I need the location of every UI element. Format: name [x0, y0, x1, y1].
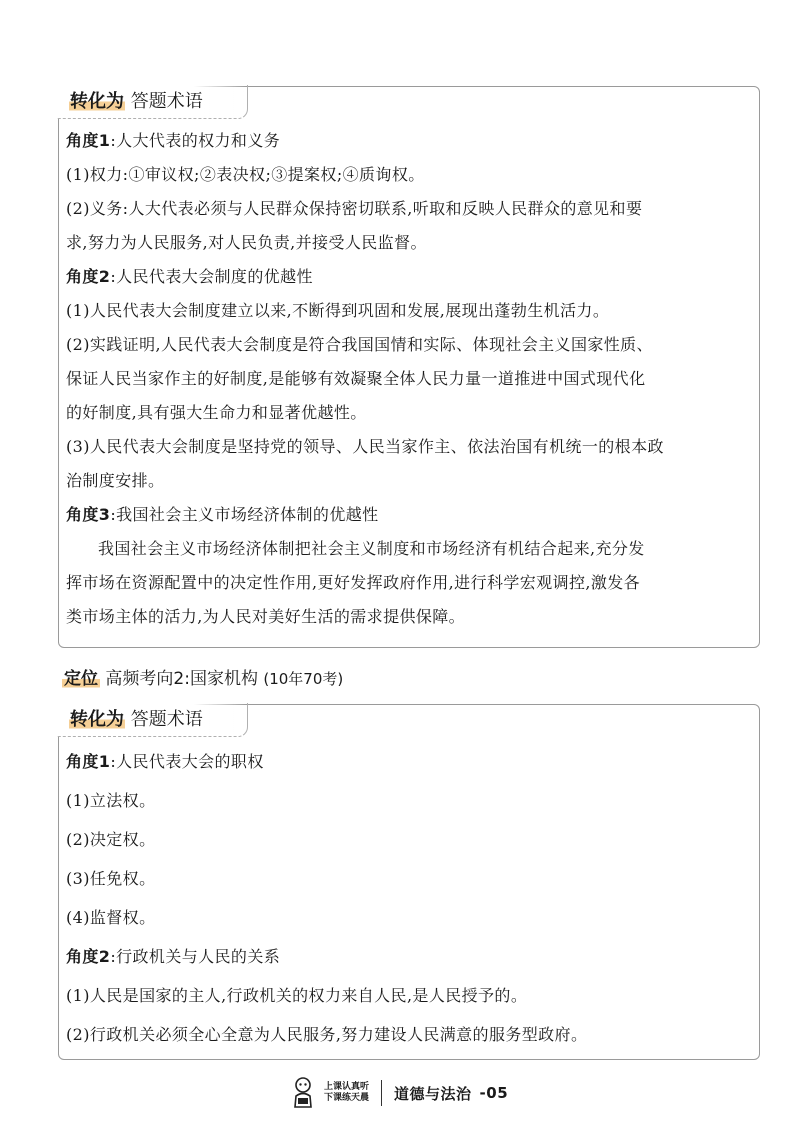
text-line: [66, 742, 749, 781]
line-text: (1)人民是国家的主人,行政机关的权力来自人民,是人民授予的。: [66, 986, 528, 1005]
angle-label: 角度1: [66, 131, 111, 150]
footer-divider: [381, 1080, 382, 1106]
text-line: [66, 328, 749, 362]
line-text: :人大代表的权力和义务: [110, 131, 281, 150]
text-line: [66, 566, 749, 600]
text-line: [66, 976, 749, 1015]
line-text: (4)监督权。: [66, 908, 156, 927]
box-content: [66, 124, 749, 634]
text-line: [66, 820, 749, 859]
header-text: 答题术语: [130, 709, 203, 730]
text-line: [66, 898, 749, 937]
text-line: [66, 937, 749, 976]
line-text: 治制度安排。: [66, 471, 165, 490]
text-line: [66, 498, 749, 532]
text-line: [66, 430, 749, 464]
section-locator: [62, 664, 343, 689]
text-line: [66, 124, 749, 158]
text-line: [66, 600, 749, 634]
slogan-line-2: 下课练天晨: [324, 1093, 370, 1103]
line-text: 我国社会主义市场经济体制把社会主义制度和市场经济有机结合起来,充分发: [98, 539, 645, 558]
line-text: 求,努力为人民服务,对人民负责,并接受人民监督。: [66, 233, 427, 252]
line-text: (1)权力:①审议权;②表决权;③提案权;④质询权。: [66, 165, 425, 184]
line-text: :行政机关与人民的关系: [110, 947, 281, 966]
locator-title: 高频考向2:国家机构: [105, 669, 258, 689]
text-line: [66, 1015, 749, 1054]
header-text: 答题术语: [130, 91, 203, 112]
line-text: (1)人民代表大会制度建立以来,不断得到巩固和发展,展现出蓬勃生机活力。: [66, 301, 610, 320]
line-text: (3)人民代表大会制度是坚持党的领导、人民当家作主、依法治国有机统一的根本政: [66, 437, 664, 456]
line-text: :人民代表大会的职权: [110, 752, 264, 771]
box-header: [57, 703, 248, 737]
line-text: 挥市场在资源配置中的决定性作用,更好发挥政府作用,进行科学宏观调控,激发各: [66, 573, 641, 592]
locator-tag: 定位: [64, 669, 98, 689]
line-text: :我国社会主义市场经济体制的优越性: [110, 505, 379, 524]
text-line: [66, 226, 749, 260]
line-text: (2)义务:人大代表必须与人民群众保持密切联系,听取和反映人民群众的意见和要: [66, 199, 643, 218]
page-footer: [290, 1075, 508, 1111]
box-header: [57, 85, 248, 119]
text-line: [66, 294, 749, 328]
line-text: 类市场主体的活力,为人民对美好生活的需求提供保障。: [66, 607, 466, 626]
answer-terms-box-2: [58, 704, 760, 1060]
line-text: (1)立法权。: [66, 791, 156, 810]
text-line: [66, 158, 749, 192]
text-line: [66, 362, 749, 396]
locator-stat: (10年70考): [263, 670, 344, 688]
text-line: [66, 781, 749, 820]
text-line: [66, 192, 749, 226]
line-text: 的好制度,具有强大生命力和显著优越性。: [66, 403, 367, 422]
line-text: (2)实践证明,人民代表大会制度是符合我国国情和实际、体现社会主义国家性质、: [66, 335, 653, 354]
mascot-icon: [290, 1076, 316, 1110]
angle-label: 角度2: [66, 267, 111, 286]
answer-terms-box-1: [58, 86, 760, 648]
header-highlight: 转化为: [70, 91, 124, 112]
line-text: (2)决定权。: [66, 830, 156, 849]
line-text: :人民代表大会制度的优越性: [110, 267, 313, 286]
box-content: [66, 742, 749, 1054]
page-number: -05: [479, 1084, 509, 1102]
text-line: [66, 260, 749, 294]
header-highlight: 转化为: [70, 709, 124, 730]
text-line: [66, 396, 749, 430]
angle-label: 角度2: [66, 947, 111, 966]
footer-slogan: [324, 1082, 369, 1104]
angle-label: 角度3: [66, 505, 111, 524]
text-line: [66, 464, 749, 498]
line-text: (2)行政机关必须全心全意为人民服务,努力建设人民满意的服务型政府。: [66, 1025, 588, 1044]
text-line: [66, 859, 749, 898]
footer-subject: 道德与法治: [394, 1084, 472, 1103]
slogan-line-1: 上课认真听: [324, 1082, 370, 1092]
angle-label: 角度1: [66, 752, 111, 771]
line-text: (3)任免权。: [66, 869, 156, 888]
line-text: 保证人民当家作主的好制度,是能够有效凝聚全体人民力量一道推进中国式现代化: [66, 369, 646, 388]
text-line: [66, 532, 749, 566]
